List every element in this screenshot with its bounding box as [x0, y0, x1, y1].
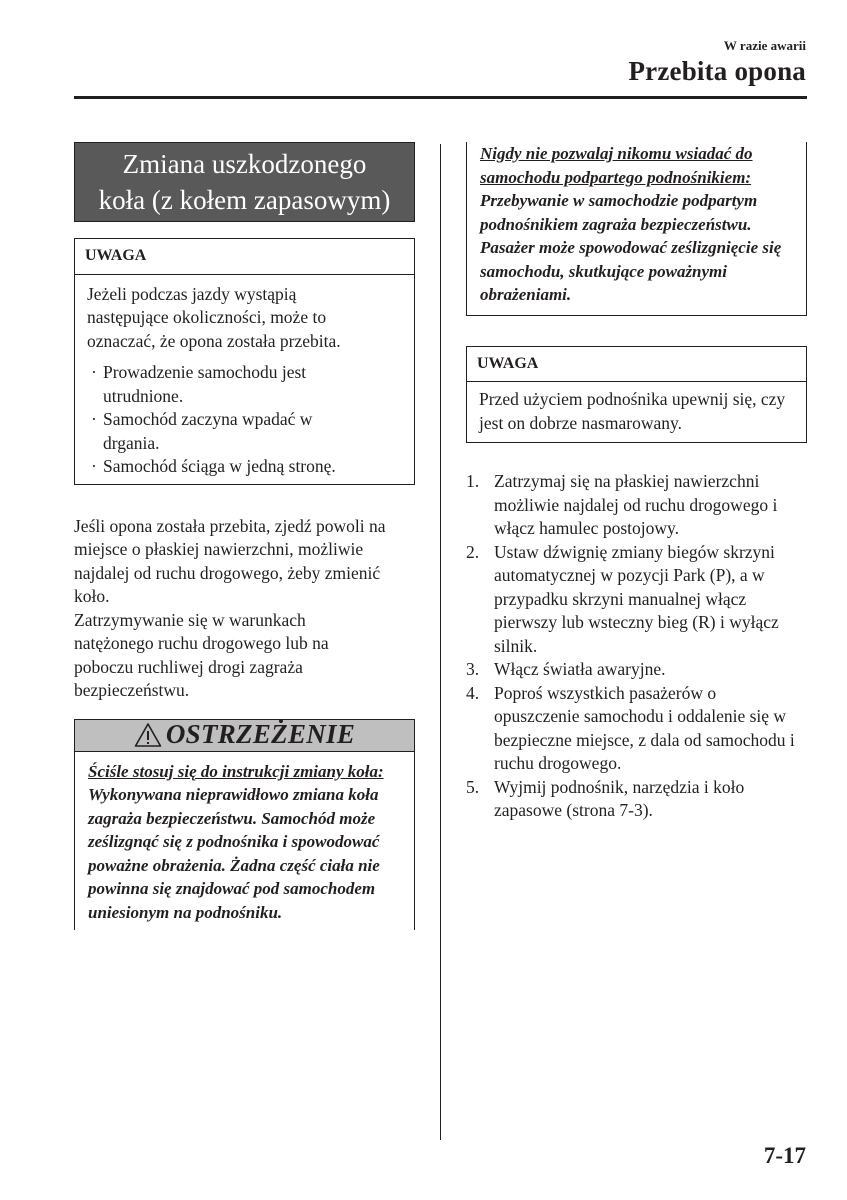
- note-list-item: · Samochód ściąga w jedną stronę.: [87, 455, 404, 479]
- running-header-section: W razie awarii: [723, 38, 806, 53]
- warning-text: Wykonywana nieprawidłowo zmiana koła zagraża bezpieczeństwu. Samochód może ześlizgnąć się z podnośnika i spowodować poważne obrażenia. Żadna część ciała nie powinna się znajdować pod samochodem uniesionym na podnośniku.: [88, 785, 380, 922]
- note-intro: Jeżeli podczas jazdy wystąpią następujące okoliczności, może to oznaczać, że opona została przebita.: [87, 283, 341, 351]
- note-box-right: [466, 346, 807, 444]
- note-box: [74, 238, 415, 485]
- warning-header: [74, 719, 415, 752]
- body-paragraph: Zatrzymywanie się w warunkach natężonego ruchu drogowego lub na poboczu ruchliwej drogi zagraża bezpieczeństwu.: [74, 609, 329, 700]
- running-header-title: Przebita opona: [628, 56, 806, 86]
- note-list-item: · Samochód zaczyna wpadać w drgania.: [87, 408, 333, 455]
- note-list-item: · Prowadzenie samochodu jest utrudnione.: [87, 361, 348, 408]
- column-divider: [440, 144, 441, 1140]
- warning-cont-heading: Nigdy nie pozwalaj nikomu wsiadać do samochodu podpartego podnośnikiem:: [480, 144, 753, 187]
- left-column: [74, 142, 415, 930]
- step-item: 4. Poproś wszystkich pasażerów o opuszczenie samochodu i oddalenie się w bezpieczne miejsce, z dala od samochodu i ruchu drogowego.: [466, 682, 795, 773]
- warning-continuation: [466, 142, 807, 316]
- section-heading-line1: Zmiana uszkodzonego: [122, 149, 367, 179]
- step-item: 2. Ustaw dźwignię zmiany biegów skrzyni automatycznej w pozycji Park (P), a w przypadku skrzyni manualnej włącz pierwszy lub wsteczny bieg (R) i wyłącz silnik.: [466, 541, 779, 656]
- note-list: [87, 361, 404, 479]
- step-item: 5. Wyjmij podnośnik, narzędzia i koło zapasowe (strona 7-3).: [466, 776, 745, 820]
- note-text: Przed użyciem podnośnika upewnij się, czy jest on dobrze nasmarowany.: [479, 389, 786, 433]
- warning-title: OSTRZEŻENIE: [165, 719, 356, 750]
- page-number: 7-17: [763, 1143, 806, 1168]
- right-column: [466, 142, 807, 823]
- warning-box: [74, 719, 415, 931]
- warning-triangle-icon: [134, 722, 162, 748]
- steps-list: [466, 470, 807, 823]
- header-rule: [74, 96, 807, 99]
- note-label: UWAGA: [75, 239, 414, 275]
- warning-cont-text: Przebywanie w samochodzie podpartym podnośnikiem zagraża bezpieczeństwu. Pasażer może spowodować ześlizgnięcie się samochodu, skutkujące poważnymi obrażeniami.: [480, 191, 782, 304]
- step-item: 3. Włącz światła awaryjne.: [466, 659, 666, 679]
- section-heading-line2: koła (z kołem zapasowym): [98, 185, 391, 215]
- warning-heading: Ściśle stosuj się do instrukcji zmiany koła:: [88, 761, 384, 781]
- section-heading: [74, 142, 415, 222]
- step-item: 1. Zatrzymaj się na płaskiej nawierzchni możliwie najdalej od ruchu drogowego i włącz hamulec postojowy.: [466, 471, 778, 538]
- body-paragraph: Jeśli opona została przebita, zjedź powoli na miejsce o płaskiej nawierzchni, możliwie najdalej od ruchu drogowego, żeby zmienić koło.: [74, 515, 386, 606]
- warning-body: [74, 752, 415, 931]
- note-label: UWAGA: [467, 347, 806, 383]
